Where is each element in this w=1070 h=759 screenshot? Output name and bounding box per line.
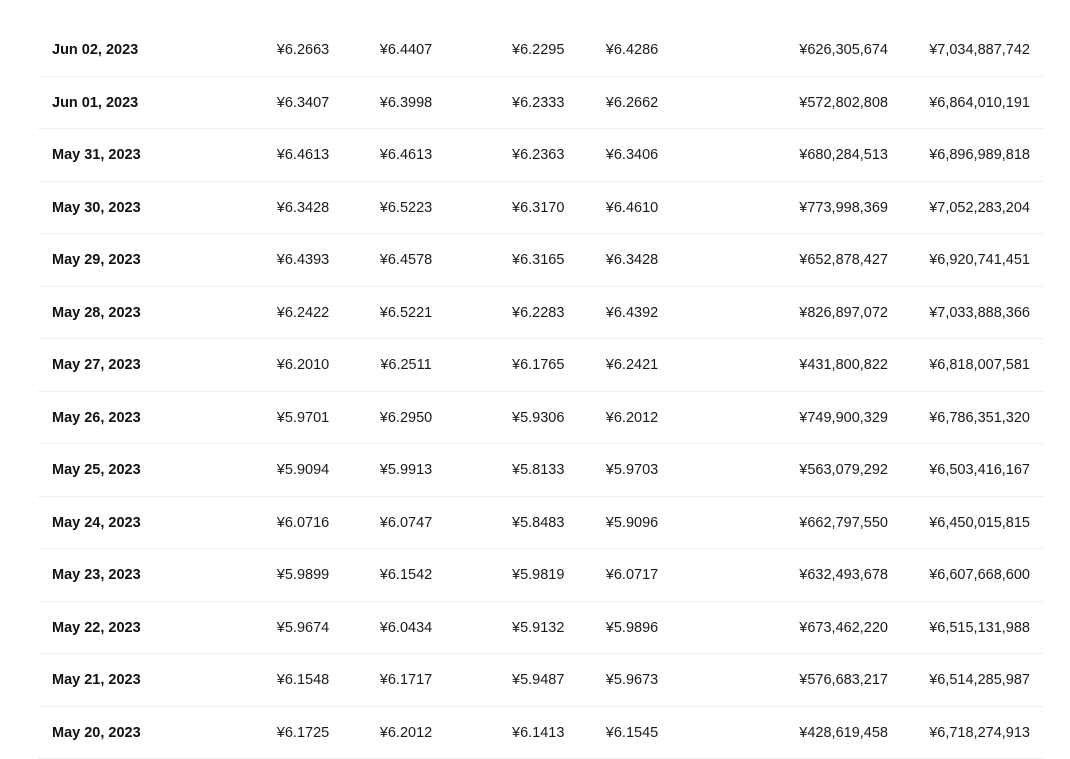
date-cell: May 28, 2023 <box>52 287 141 339</box>
date-cell: May 27, 2023 <box>52 339 141 391</box>
high-price-cell: ¥6.3998 <box>361 77 451 129</box>
market-cap-cell: ¥6,920,741,451 <box>880 234 1030 286</box>
high-price-cell: ¥6.5221 <box>361 287 451 339</box>
high-price-cell: ¥6.1717 <box>361 654 451 706</box>
close-price-cell: ¥6.3428 <box>587 234 677 286</box>
market-cap-cell: ¥7,033,888,366 <box>880 287 1030 339</box>
date-cell: Jun 01, 2023 <box>52 77 138 129</box>
table-row <box>38 287 1044 340</box>
volume-cell: ¥428,619,458 <box>738 707 888 759</box>
high-price-cell: ¥6.5223 <box>361 182 451 234</box>
market-cap-cell: ¥6,450,015,815 <box>880 497 1030 549</box>
high-price-cell: ¥6.0747 <box>361 497 451 549</box>
market-cap-cell: ¥7,052,283,204 <box>880 182 1030 234</box>
low-price-cell: ¥6.2295 <box>512 24 557 76</box>
date-cell: May 20, 2023 <box>52 707 141 759</box>
open-price-cell: ¥5.9899 <box>258 549 348 601</box>
low-price-cell: ¥6.1413 <box>512 707 557 759</box>
close-price-cell: ¥6.2012 <box>587 392 677 444</box>
table-row <box>38 497 1044 550</box>
price-history-table <box>38 24 1044 759</box>
volume-cell: ¥431,800,822 <box>738 339 888 391</box>
date-cell: May 25, 2023 <box>52 444 141 496</box>
open-price-cell: ¥6.1548 <box>258 654 348 706</box>
volume-cell: ¥626,305,674 <box>738 24 888 76</box>
low-price-cell: ¥5.9306 <box>512 392 557 444</box>
volume-cell: ¥576,683,217 <box>738 654 888 706</box>
low-price-cell: ¥6.1765 <box>512 339 557 391</box>
close-price-cell: ¥6.4286 <box>587 24 677 76</box>
open-price-cell: ¥6.4393 <box>258 234 348 286</box>
date-cell: May 23, 2023 <box>52 549 141 601</box>
low-price-cell: ¥6.2283 <box>512 287 557 339</box>
volume-cell: ¥773,998,369 <box>738 182 888 234</box>
close-price-cell: ¥6.1545 <box>587 707 677 759</box>
table-row <box>38 339 1044 392</box>
table-row <box>38 24 1044 77</box>
date-cell: Jun 02, 2023 <box>52 24 138 76</box>
volume-cell: ¥652,878,427 <box>738 234 888 286</box>
close-price-cell: ¥6.0717 <box>587 549 677 601</box>
low-price-cell: ¥6.3170 <box>512 182 557 234</box>
date-cell: May 21, 2023 <box>52 654 141 706</box>
market-cap-cell: ¥6,786,351,320 <box>880 392 1030 444</box>
close-price-cell: ¥5.9673 <box>587 654 677 706</box>
market-cap-cell: ¥7,034,887,742 <box>880 24 1030 76</box>
open-price-cell: ¥6.3407 <box>258 77 348 129</box>
close-price-cell: ¥5.9703 <box>587 444 677 496</box>
open-price-cell: ¥6.2422 <box>258 287 348 339</box>
low-price-cell: ¥5.9487 <box>512 654 557 706</box>
low-price-cell: ¥6.2333 <box>512 77 557 129</box>
low-price-cell: ¥5.9819 <box>512 549 557 601</box>
close-price-cell: ¥6.2662 <box>587 77 677 129</box>
date-cell: May 22, 2023 <box>52 602 141 654</box>
high-price-cell: ¥6.2950 <box>361 392 451 444</box>
close-price-cell: ¥6.4610 <box>587 182 677 234</box>
open-price-cell: ¥6.4613 <box>258 129 348 181</box>
high-price-cell: ¥6.0434 <box>361 602 451 654</box>
market-cap-cell: ¥6,896,989,818 <box>880 129 1030 181</box>
market-cap-cell: ¥6,515,131,988 <box>880 602 1030 654</box>
low-price-cell: ¥6.2363 <box>512 129 557 181</box>
low-price-cell: ¥6.3165 <box>512 234 557 286</box>
volume-cell: ¥673,462,220 <box>738 602 888 654</box>
open-price-cell: ¥5.9094 <box>258 444 348 496</box>
low-price-cell: ¥5.8483 <box>512 497 557 549</box>
high-price-cell: ¥6.2511 <box>361 339 451 391</box>
close-price-cell: ¥5.9896 <box>587 602 677 654</box>
table-row <box>38 392 1044 445</box>
high-price-cell: ¥6.1542 <box>361 549 451 601</box>
volume-cell: ¥662,797,550 <box>738 497 888 549</box>
table-row <box>38 77 1044 130</box>
volume-cell: ¥572,802,808 <box>738 77 888 129</box>
volume-cell: ¥680,284,513 <box>738 129 888 181</box>
table-row <box>38 549 1044 602</box>
open-price-cell: ¥5.9701 <box>258 392 348 444</box>
open-price-cell: ¥6.1725 <box>258 707 348 759</box>
close-price-cell: ¥6.3406 <box>587 129 677 181</box>
volume-cell: ¥826,897,072 <box>738 287 888 339</box>
low-price-cell: ¥5.8133 <box>512 444 557 496</box>
date-cell: May 31, 2023 <box>52 129 141 181</box>
table-row <box>38 602 1044 655</box>
high-price-cell: ¥5.9913 <box>361 444 451 496</box>
open-price-cell: ¥6.2010 <box>258 339 348 391</box>
high-price-cell: ¥6.4407 <box>361 24 451 76</box>
table-row <box>38 182 1044 235</box>
open-price-cell: ¥5.9674 <box>258 602 348 654</box>
market-cap-cell: ¥6,607,668,600 <box>880 549 1030 601</box>
date-cell: May 30, 2023 <box>52 182 141 234</box>
table-row <box>38 234 1044 287</box>
close-price-cell: ¥6.2421 <box>587 339 677 391</box>
market-cap-cell: ¥6,514,285,987 <box>880 654 1030 706</box>
table-row <box>38 654 1044 707</box>
close-price-cell: ¥5.9096 <box>587 497 677 549</box>
high-price-cell: ¥6.4578 <box>361 234 451 286</box>
date-cell: May 29, 2023 <box>52 234 141 286</box>
volume-cell: ¥749,900,329 <box>738 392 888 444</box>
close-price-cell: ¥6.4392 <box>587 287 677 339</box>
table-row <box>38 129 1044 182</box>
open-price-cell: ¥6.3428 <box>258 182 348 234</box>
high-price-cell: ¥6.2012 <box>361 707 451 759</box>
volume-cell: ¥632,493,678 <box>738 549 888 601</box>
market-cap-cell: ¥6,818,007,581 <box>880 339 1030 391</box>
high-price-cell: ¥6.4613 <box>361 129 451 181</box>
market-cap-cell: ¥6,864,010,191 <box>880 77 1030 129</box>
low-price-cell: ¥5.9132 <box>512 602 557 654</box>
market-cap-cell: ¥6,503,416,167 <box>880 444 1030 496</box>
market-cap-cell: ¥6,718,274,913 <box>880 707 1030 759</box>
table-row <box>38 707 1044 759</box>
volume-cell: ¥563,079,292 <box>738 444 888 496</box>
date-cell: May 24, 2023 <box>52 497 141 549</box>
open-price-cell: ¥6.2663 <box>258 24 348 76</box>
date-cell: May 26, 2023 <box>52 392 141 444</box>
table-row <box>38 444 1044 497</box>
open-price-cell: ¥6.0716 <box>258 497 348 549</box>
